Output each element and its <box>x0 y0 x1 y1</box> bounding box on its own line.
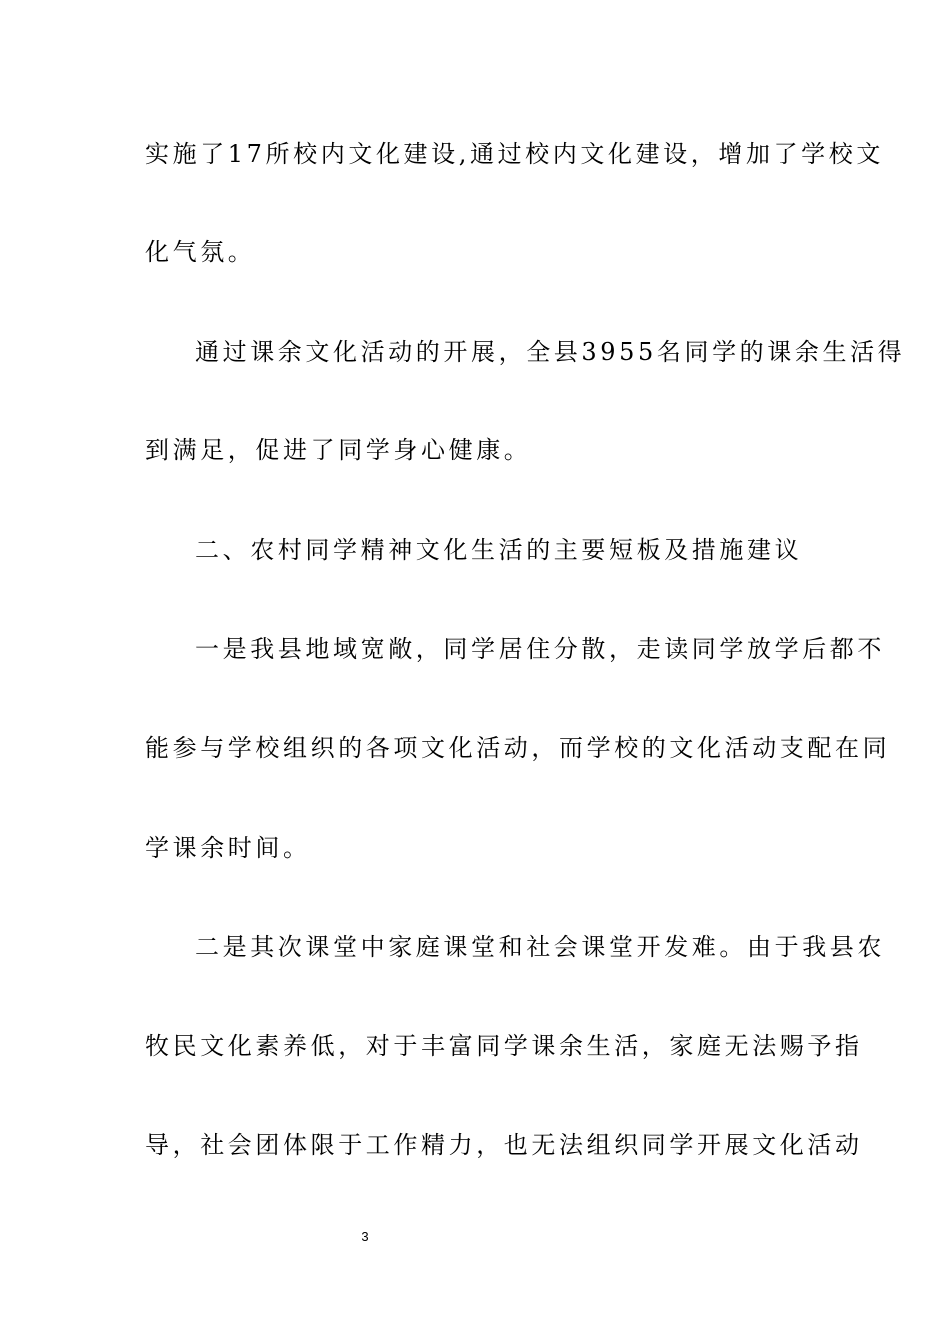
text-line: 到满足，促进了同学身心健康。 <box>145 436 532 464</box>
text-line: 导，社会团体限于工作精力，也无法组织同学开展文化活动 <box>145 1131 863 1159</box>
text-line: 化气氛。 <box>145 238 256 266</box>
paragraph-first-line: 二是其次课堂中家庭课堂和社会课堂开发难。由于我县农 <box>195 933 885 961</box>
paragraph-first-line: 一是我县地域宽敞，同学居住分散，走读同学放学后都不 <box>195 635 885 663</box>
paragraph-first-line: 通过课余文化活动的开展，全县3955名同学的课余生活得 <box>195 338 906 366</box>
text-line: 实施了17所校内文化建设,通过校内文化建设，增加了学校文 <box>145 140 884 168</box>
page-number: 3 <box>361 1229 369 1244</box>
section-heading: 二、农村同学精神文化生活的主要短板及措施建议 <box>195 536 803 564</box>
text-line: 能参与学校组织的各项文化活动，而学校的文化活动支配在同 <box>145 734 891 762</box>
text-line: 牧民文化素养低，对于丰富同学课余生活，家庭无法赐予指 <box>145 1032 863 1060</box>
text-line: 学课余时间。 <box>145 834 311 862</box>
